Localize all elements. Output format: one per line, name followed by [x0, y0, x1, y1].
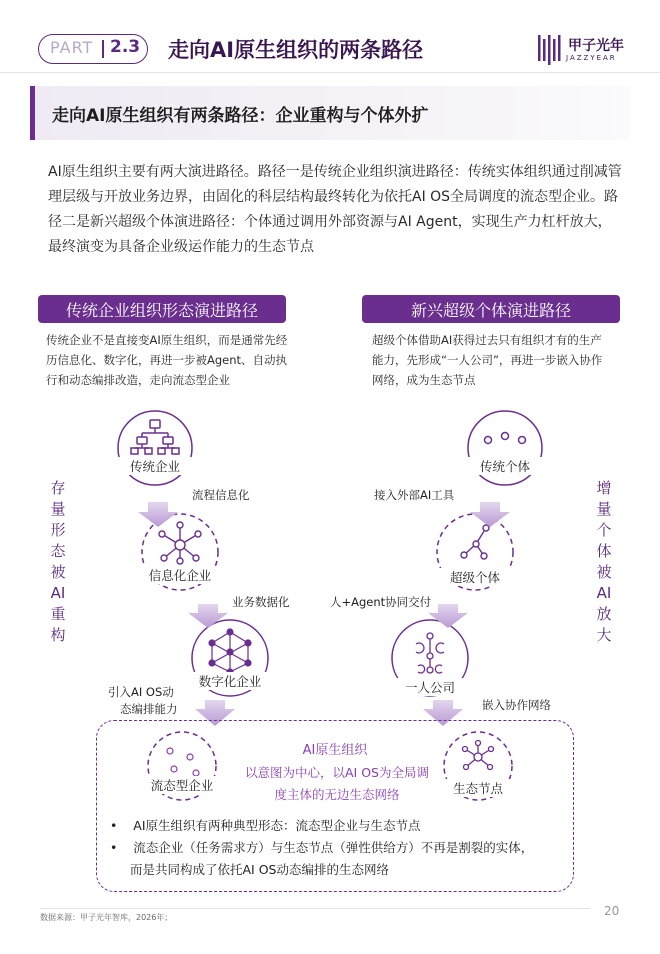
vlabel-char: 态 [50, 542, 66, 560]
left-path-header: 传统企业组织形态演进路径 [38, 295, 286, 323]
footer-divider [40, 908, 590, 909]
badge-divider [102, 40, 104, 58]
vlabel-char: 量 [596, 500, 612, 518]
header-divider [0, 72, 660, 73]
vlabel-char: 增 [596, 479, 612, 497]
vlabel-char: 体 [596, 542, 612, 560]
node-label: 传统企业 [118, 457, 192, 475]
bullet-item: • AI原生组织有两种典型形态：流态型企业与生态节点 [110, 818, 421, 833]
subtitle-accent-bar [30, 86, 35, 140]
vlabel-char: 形 [50, 521, 66, 539]
node-label: 一人公司 [393, 678, 467, 696]
step-label: 嵌入协作网络 [482, 698, 551, 712]
node-label: 传统个体 [468, 457, 542, 475]
section-number: 2.3 [110, 37, 141, 57]
ecosystem-title: AI原生组织 [302, 743, 368, 758]
node-label: 数字化企业 [193, 672, 267, 690]
vlabel-char: 大 [596, 626, 612, 644]
left-path-description: 传统企业不是直接变AI原生组织，而是通常先经历信息化、数字化，再进一步被Agent、自动执行和动态编排改造，走向流态型企业 [46, 333, 288, 387]
logo-icon [537, 33, 565, 65]
logo-text: 甲子光年 [568, 38, 624, 54]
ecosystem-description: 以意图为中心，以AI OS为全局调度主体的无边生态网络 [245, 765, 429, 802]
vlabel-char: AI [50, 584, 66, 602]
vlabel-char: 量 [50, 500, 66, 518]
step-label: 引入AI OS动 [108, 685, 174, 699]
node-label: 超级个体 [438, 568, 512, 586]
step-label: 流程信息化 [192, 488, 250, 502]
bullet-item: • 流态企业（任务需求方）与生态节点（弹性供给方）不再是割裂的实体， [110, 840, 534, 855]
step-label: 业务数据化 [232, 595, 290, 609]
right-path-header: 新兴超级个体演进路径 [362, 295, 620, 323]
bullet-list [110, 815, 560, 881]
node-label: 信息化企业 [143, 566, 217, 584]
vlabel-char: 构 [50, 626, 66, 644]
vlabel-char: 个 [596, 521, 612, 539]
subtitle: 走向AI原生组织有两条路径：企业重构与个体外扩 [52, 106, 429, 126]
right-path-description: 超级个体借助AI获得过去只有组织才有的生产能力，先形成“一人公司”，再进一步嵌入协作网络，成为生态节点 [372, 333, 603, 387]
bullet-item-continued [110, 859, 560, 881]
page-title: 走向AI原生组织的两条路径 [168, 38, 424, 62]
node-label: 生态节点 [441, 779, 515, 797]
vlabel-char: 放 [596, 605, 612, 623]
node-label: 流态型企业 [145, 776, 219, 794]
bullet-text: AI原生组织有两种典型形态：流态型企业与生态节点 [133, 818, 421, 833]
evolution-diagram [0, 400, 660, 730]
vlabel-char: 重 [50, 605, 66, 623]
data-source: 数据来源：甲子光年智库，2026年； [40, 913, 173, 922]
step-label: 接入外部AI工具 [374, 488, 455, 502]
vlabel-char: 被 [50, 563, 66, 581]
part-label: PART [50, 38, 94, 57]
page-number: 20 [604, 904, 620, 918]
intro-paragraph: AI原生组织主要有两大演进路径。路径一是传统企业组织演进路径：传统实体组织通过削减管理层级与开放业务边界，由固化的科层结构最终转化为依托AI OS全局调度的流态型企业。路径二是新兴超级个体演进路径：个体通过调用外部资源与AI Agent，实现生产力杠杆放大，最终演变为具备企业级运作能力的生态节点 [48, 164, 622, 255]
vlabel-char: 被 [596, 563, 612, 581]
vlabel-char: AI [596, 584, 612, 602]
logo-subtext: JAZZYEAR [566, 54, 617, 62]
bullet-text: 流态企业（任务需求方）与生态节点（弹性供给方）不再是割裂的实体， [133, 840, 534, 855]
vlabel-char: 存 [50, 479, 66, 497]
step-label: 人+Agent协同交付 [330, 595, 432, 609]
step-label: 态编排能力 [120, 702, 178, 716]
bullet-text: 而是共同构成了依托AI OS动态编排的生态网络 [130, 862, 389, 877]
